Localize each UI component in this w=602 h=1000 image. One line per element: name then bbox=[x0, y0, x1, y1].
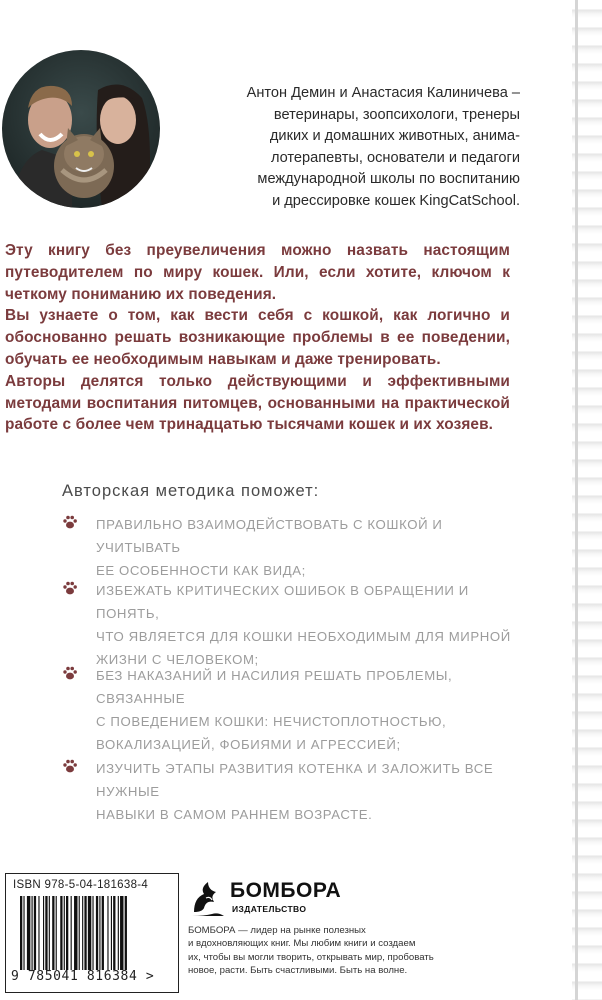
barcode-bar bbox=[120, 896, 123, 970]
barcode-bar bbox=[88, 896, 91, 970]
barcode-bar bbox=[52, 896, 54, 970]
barcode-bar bbox=[118, 896, 119, 970]
method-item-line: БЕЗ НАКАЗАНИЙ И НАСИЛИЯ РЕШАТЬ ПРОБЛЕМЫ, СВЯЗАННЫЕ bbox=[96, 668, 453, 706]
paw-icon bbox=[62, 758, 78, 774]
barcode-bar bbox=[34, 896, 36, 970]
method-item-2 bbox=[96, 579, 516, 671]
publisher-name: БОМБОРА bbox=[230, 879, 342, 902]
publisher-subtitle: ИЗДАТЕЛЬСТВО bbox=[232, 904, 307, 914]
barcode-bar bbox=[82, 896, 83, 970]
barcode-bar bbox=[79, 896, 80, 970]
barcode bbox=[20, 896, 164, 970]
paw-icon bbox=[62, 665, 78, 681]
method-item-line: ПРАВИЛЬНО ВЗАИМОДЕЙСТВОВАТЬ С КОШКОЙ И УЧИТЫВАТЬ bbox=[96, 517, 443, 555]
author-bio-line: лотерапевты, основатели и педагоги bbox=[270, 149, 520, 166]
barcode-bar bbox=[56, 896, 57, 970]
method-item-line: ВОКАЛИЗАЦИЕЙ, ФОБИЯМИ И АГРЕССИЕЙ; bbox=[96, 737, 401, 752]
page-edge-line bbox=[575, 0, 578, 1000]
barcode-bar bbox=[99, 896, 100, 970]
method-item-line: ЕЕ ОСОБЕННОСТИ КАК ВИДА; bbox=[96, 563, 306, 578]
barcode-bar bbox=[107, 896, 108, 970]
method-item-3 bbox=[96, 664, 516, 756]
method-item-4 bbox=[96, 757, 516, 826]
author-bio bbox=[172, 83, 520, 212]
barcode-bar bbox=[71, 896, 72, 970]
barcode-bar bbox=[20, 896, 22, 970]
barcode-bar bbox=[84, 896, 86, 970]
barcode-bar bbox=[38, 896, 39, 970]
barcode-bar bbox=[64, 896, 65, 970]
barcode-bar bbox=[111, 896, 112, 970]
author-bio-line: ветеринары, зоопсихологи, тренеры bbox=[273, 106, 520, 123]
method-item-line: ИЗУЧИТЬ ЭТАПЫ РАЗВИТИЯ КОТЕНКА И ЗАЛОЖИТЬ ВСЕ НУЖНЫЕ bbox=[96, 761, 494, 799]
paw-icon bbox=[62, 580, 78, 596]
barcode-bar bbox=[27, 896, 30, 970]
barcode-bar bbox=[60, 896, 62, 970]
method-item-line: С ПОВЕДЕНИЕМ КОШКИ: НЕЧИСТОПЛОТНОСТЬЮ, bbox=[96, 714, 447, 729]
method-item-line: ЧТО ЯВЛЯЕТСЯ ДЛЯ КОШКИ НЕОБХОДИМЫМ ДЛЯ МИРНОЙ bbox=[96, 629, 511, 644]
book-description bbox=[5, 240, 510, 436]
author-bio-line: международной школы по воспитанию bbox=[257, 171, 520, 187]
barcode-bar bbox=[32, 896, 33, 970]
isbn-digits: 9 785041 816384 > bbox=[11, 969, 155, 984]
publisher-description bbox=[188, 924, 458, 977]
barcode-bar bbox=[125, 896, 127, 970]
barcode-bar bbox=[92, 896, 93, 970]
publisher-description-line: новое, расти. Быть счастливыми. Быть на волне. bbox=[188, 964, 408, 976]
author-bio-line: и дрессировке кошек KingCatSchool. bbox=[272, 192, 520, 209]
barcode-bar bbox=[96, 896, 98, 970]
barcode-bar bbox=[45, 896, 47, 970]
method-item-1 bbox=[96, 513, 516, 582]
method-item-line: ЖИЗНИ С ЧЕЛОВЕКОМ; bbox=[96, 652, 259, 667]
isbn-label: ISBN 978-5-04-181638-4 bbox=[13, 879, 149, 891]
author-bio-line: диких и домашних животных, анима- bbox=[269, 128, 520, 144]
authors-photo bbox=[2, 50, 160, 208]
publisher-description-line: их, чтобы вы могли творить, открывать мир, пробовать bbox=[188, 951, 434, 963]
method-heading: Авторская методика поможет: bbox=[62, 482, 320, 500]
barcode-bar bbox=[113, 896, 115, 970]
barcode-bar bbox=[102, 896, 104, 970]
description-paragraph: Эту книгу без преувеличения можно назвать настоящим путеводителем по миру кошек. Или, если хотите, ключом к четкому пониманию их поведения. bbox=[5, 242, 510, 303]
publisher-description-line: БОМБОРА — лидер на рынке полезных bbox=[188, 925, 366, 936]
author-bio-line: Антон Демин и Анастасия Калиничева – bbox=[246, 85, 520, 101]
method-item-line: НАВЫКИ В САМОМ РАННЕМ ВОЗРАСТЕ. bbox=[96, 807, 373, 822]
bombora-wave-logo-icon bbox=[188, 878, 228, 918]
publisher-description-line: и вдохновляющих книг. Мы любим книги и создаем bbox=[188, 938, 416, 950]
isbn-barcode-box bbox=[5, 873, 179, 993]
barcode-bar bbox=[49, 896, 50, 970]
barcode-bar bbox=[23, 896, 24, 970]
barcode-bar bbox=[43, 896, 44, 970]
paw-icon bbox=[62, 514, 78, 530]
barcode-bar bbox=[66, 896, 68, 970]
method-item-line: ИЗБЕЖАТЬ КРИТИЧЕСКИХ ОШИБОК В ОБРАЩЕНИИ И ПОНЯТЬ, bbox=[96, 583, 469, 621]
description-paragraph: Авторы делятся только действующими и эффективными методами воспитания питомцев, основанными на практической работе с более чем тринадцатью тысячами кошек и их хозяев. bbox=[5, 372, 510, 434]
barcode-bar bbox=[74, 896, 77, 970]
description-paragraph: Вы узнаете о том, как вести себя с кошкой, как логично и обоснованно решать возникающие проблемы в ее поведении, обучать ее необходимым навыкам и даже тренировать. bbox=[5, 307, 510, 368]
